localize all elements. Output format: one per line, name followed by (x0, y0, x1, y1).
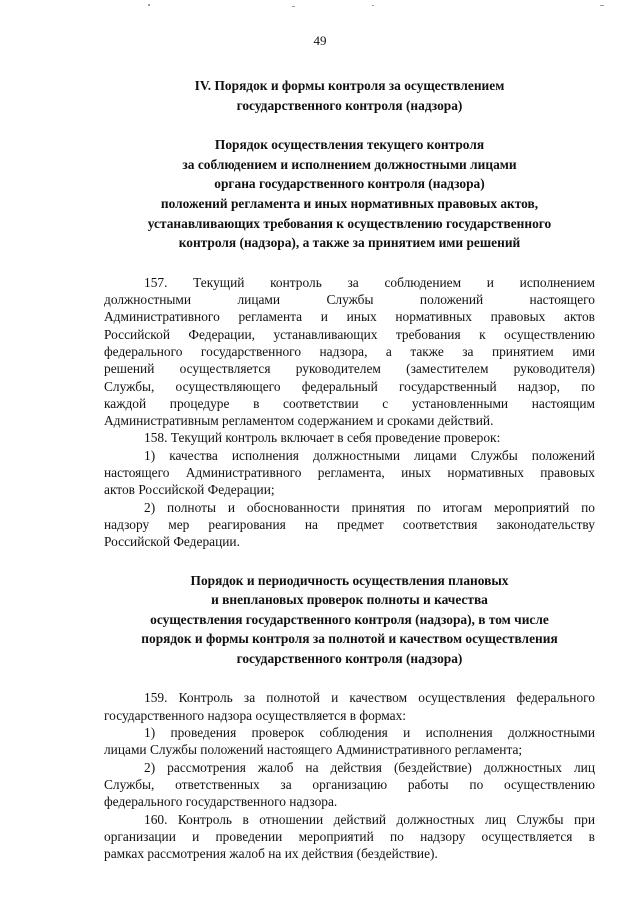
paragraph-158-2 (104, 499, 595, 551)
subheading-line: Порядок и периодичность осуществления плановых (190, 572, 509, 588)
text-line: 1) качества исполнения должностными лицами Службы положений (144, 447, 595, 463)
subheading-line: за соблюдением и исполнением должностными лицами (182, 156, 517, 172)
text-line: решений осуществляется руководителем (заместителем руководителя) (104, 361, 595, 377)
document-body (104, 76, 595, 862)
text-line: федерального государственного надзора, а также за принятием ими (104, 343, 595, 359)
subheading-line: положений регламента и иных нормативных правовых актов, (160, 195, 539, 211)
subheading-current-control (104, 135, 595, 253)
text-line: настоящего Административного регламента, иных нормативных правовых (104, 465, 595, 481)
text-line: 157. Текущий контроль за соблюдением и исполнением (144, 274, 595, 290)
section-heading-line: IV. Порядок и формы контроля за осуществлением (194, 78, 505, 93)
paragraph-157 (104, 274, 595, 430)
text-line: Российской Федерации, устанавливающих требования к осуществлению (104, 326, 595, 342)
text-line: Службы, осуществляющего федеральный государственный надзор, по (104, 378, 595, 394)
subheading-line: Порядок осуществления текущего контроля (214, 137, 485, 153)
text-line: Службы, ответственных за организацию работы по осуществлению (104, 776, 595, 792)
subheading-line: и внеплановых проверок полноты и качества (211, 592, 488, 608)
subheading-line: органа государственного контроля (надзора) (214, 176, 485, 192)
section-heading-line: государственного контроля (надзора) (236, 97, 463, 113)
text-line: рамках рассмотрения жалоб на их действия (бездействие). (104, 846, 438, 862)
text-line: Административным регламентом содержанием и сроками действий. (104, 413, 494, 429)
paragraphs-group-1 (104, 274, 595, 551)
paragraphs-group-2 (104, 689, 595, 862)
section-heading (104, 76, 595, 115)
paragraph-159 (104, 689, 595, 724)
paragraph-160 (104, 811, 595, 863)
scan-speck (292, 6, 295, 7)
text-line: лицами Службы положений настоящего Административного регламента; (104, 742, 523, 758)
text-line: актов Российской Федерации; (104, 482, 275, 498)
text-line: Административного регламента и иных нормативных правовых актов (104, 309, 595, 325)
text-line: должностными лицами Службы положений настоящего (104, 292, 595, 308)
scan-speck (600, 5, 604, 6)
text-line: государственного надзора осуществляется в формах: (104, 707, 406, 723)
text-line: Российской Федерации. (104, 534, 240, 550)
text-line: федерального государственного надзора. (104, 794, 338, 810)
subheading-line: осуществления государственного контроля (надзора), в том числе (150, 611, 549, 627)
text-line: организации и проведении мероприятий по надзору осуществляется в (104, 828, 595, 844)
scan-speck (148, 4, 150, 6)
subheading-line: порядок и формы контроля за полнотой и качеством осуществления (141, 631, 558, 647)
text-line: каждой процедуре в соответствии с установленными настоящим (104, 395, 595, 411)
text-line: 160. Контроль в отношении действий должностных лиц Службы при (144, 811, 595, 827)
subheading-line: устанавливающих требования к осуществлению государственного (147, 215, 552, 231)
text-line: надзору мер реагирования на предмет соответствия законодательству (104, 516, 595, 532)
subheading-line: государственного контроля (надзора) (236, 650, 463, 666)
subheading-line: контроля (надзора), а также за принятием ими решений (178, 235, 521, 251)
text-line: 158. Текущий контроль включает в себя проведение проверок: (144, 430, 501, 446)
paragraph-158 (104, 429, 595, 446)
paragraph-159-2 (104, 759, 595, 811)
paragraph-158-1 (104, 447, 595, 499)
paragraph-159-1 (104, 724, 595, 759)
subheading-inspections (104, 571, 595, 669)
text-line: 1) проведения проверок соблюдения и исполнения должностными (144, 725, 595, 741)
text-line: 159. Контроль за полнотой и качеством осуществления федерального (144, 690, 595, 706)
page-number: 49 (313, 33, 327, 48)
text-line: 2) полноты и обоснованности принятия по итогам мероприятий по (144, 499, 595, 515)
text-line: 2) рассмотрения жалоб на действия (бездействие) должностных лиц (144, 759, 595, 775)
scan-speck (372, 5, 374, 6)
